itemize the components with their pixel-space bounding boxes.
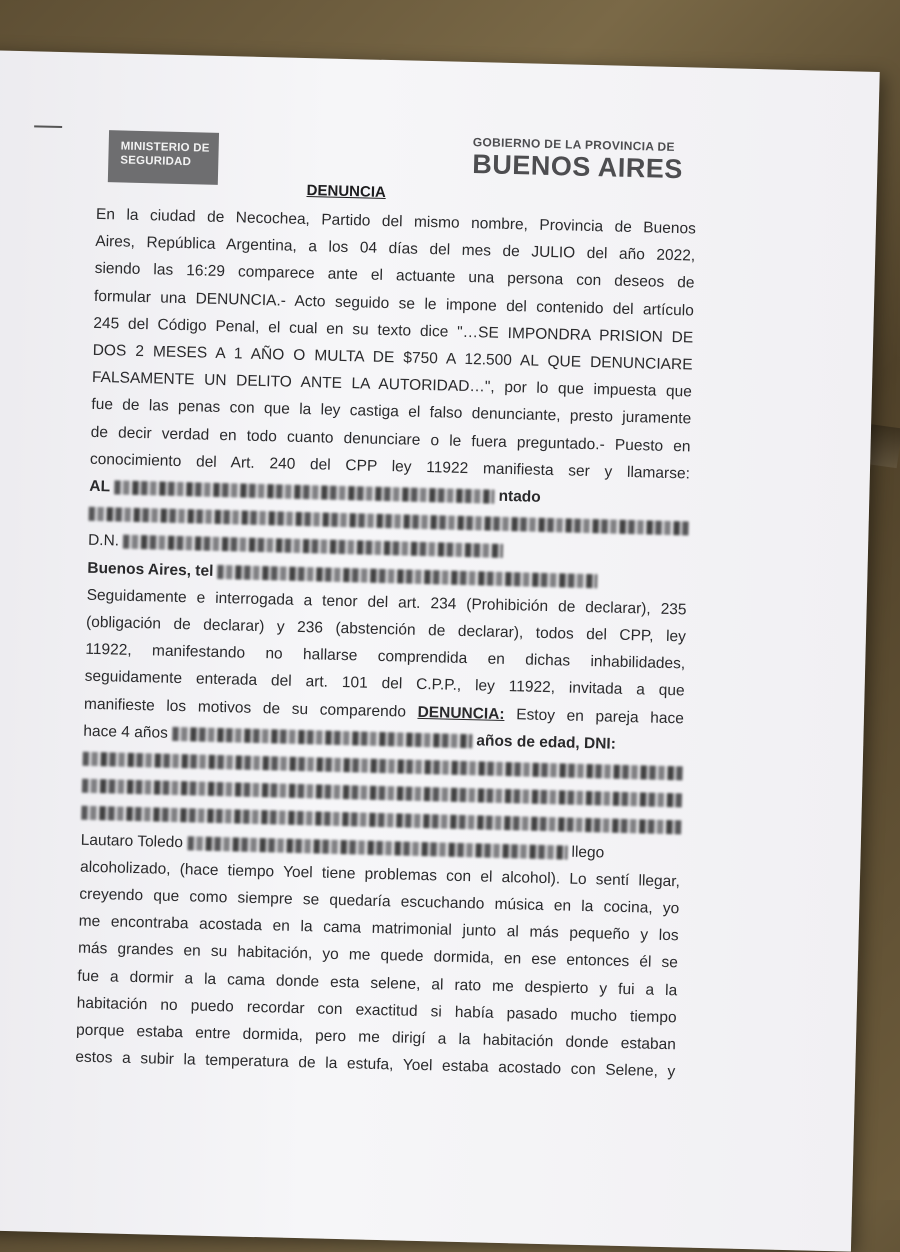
body-fragment: manifieste los motivos de su comparendo — [83, 695, 407, 721]
ministerio-logo-line2: SEGURIDAD — [120, 154, 192, 169]
body-fragment: hace 4 años — [83, 722, 169, 742]
body-fragment: ntado — [498, 487, 541, 506]
body-fragment: Estoy en pareja hace — [516, 705, 685, 728]
body-line: 245 del Código Penal, el cual en su texto dice "…SE IMPONDRA PRISION DE — [93, 314, 694, 347]
body-line: porque estaba entre dormida, pero me dirigí a la habitación donde estaban — [75, 1021, 677, 1054]
body-line: fue de las penas con que la ley castiga el falso denunciante, presto juramente — [91, 396, 692, 428]
body-line: Aires, República Argentina, a los 04 días del mes de JULIO del año 2022, — [95, 233, 696, 265]
body-line: de decir verdad en todo cuanto denunciare o le fuera preguntado.- Puesto en — [90, 423, 691, 456]
body-line: creyendo que como siempre se quedaría escuchando música en la cocina, yo — [79, 885, 680, 918]
body-line: me encontraba acostada en la cama matrimonial junto al más pequeño y los — [78, 912, 679, 945]
body-line: estos a subir la temperatura de la estufa, Yoel estaba acostado con Selene, y — [75, 1048, 676, 1081]
body-fragment: Buenos Aires, tel — [87, 559, 214, 580]
redaction-blur — [123, 535, 503, 558]
body-line: siendo las 16:29 comparece ante el actuante una persona con deseos de — [94, 260, 695, 292]
denuncia-label: DENUNCIA: — [417, 703, 505, 723]
body-fragment: AL — [89, 477, 111, 496]
body-fragment: años de edad, DNI: — [476, 732, 617, 753]
document-title: DENUNCIA — [306, 182, 387, 201]
body-line: más grandes en su habitación, yo me quede dormida, en ese entonces él se — [77, 940, 679, 972]
body-line: fue a dormir a la cama donde esta selene, al rato me despierto y fui a la — [77, 967, 678, 1000]
body-fragment: Lautaro Toledo — [80, 831, 184, 851]
gobierno-buenos-aires-logo — [472, 135, 684, 184]
body-fragment: D.N. — [87, 532, 120, 550]
staple-mark — [34, 125, 62, 128]
body-line: alcoholizado, (hace tiempo Yoel tiene problemas con el alcohol). Lo sentí llegar, — [79, 858, 681, 891]
redaction-blur — [114, 480, 494, 503]
body-line: En la ciudad de Necochea, Partido del mismo nombre, Provincia de Buenos — [95, 205, 697, 238]
body-fragment: llego — [571, 843, 605, 862]
body-line: conocimiento del Art. 240 del CPP ley 11922 manifiesta ser y llamarse: — [89, 450, 691, 483]
body-line: seguidamente enterada del art. 101 del C.P.P., ley 11922, invitada a que — [84, 668, 685, 700]
ministerio-logo-line1: MINISTERIO DE — [120, 140, 210, 155]
body-line: formular una DENUNCIA.- Acto seguido se le impone del contenido del artículo — [93, 287, 695, 320]
gobierno-logo-small: GOBIERNO DE LA PROVINCIA DE — [472, 135, 675, 155]
body-line: habitación no puedo recordar con exactitud si había pasado mucho tiempo — [76, 994, 677, 1027]
body-line: Seguidamente e interrogada a tenor del art. 234 (Prohibición de declarar), 235 — [86, 586, 687, 619]
redaction-blur — [187, 836, 567, 859]
body-line: FALSAMENTE UN DELITO ANTE LA AUTORIDAD…", por lo que impuesta que — [91, 369, 693, 401]
document-body — [75, 201, 696, 1086]
redaction-blur — [218, 565, 598, 588]
gobierno-logo-big: BUENOS AIRES — [471, 149, 684, 185]
redaction-blur — [172, 727, 472, 748]
body-line: DOS 2 MESES A 1 AÑO O MULTA DE $750 A 12.500 AL QUE DENUNCIARE — [92, 341, 693, 374]
body-line: 11922, manifestando no hallarse comprendida en dichas inhabilidades, — [85, 641, 686, 673]
body-line: (obligación de declarar) y 236 (abstención de declarar), todos del CPP, ley — [85, 613, 687, 646]
ministerio-seguridad-logo — [108, 130, 219, 185]
document-sheet — [0, 50, 880, 1252]
